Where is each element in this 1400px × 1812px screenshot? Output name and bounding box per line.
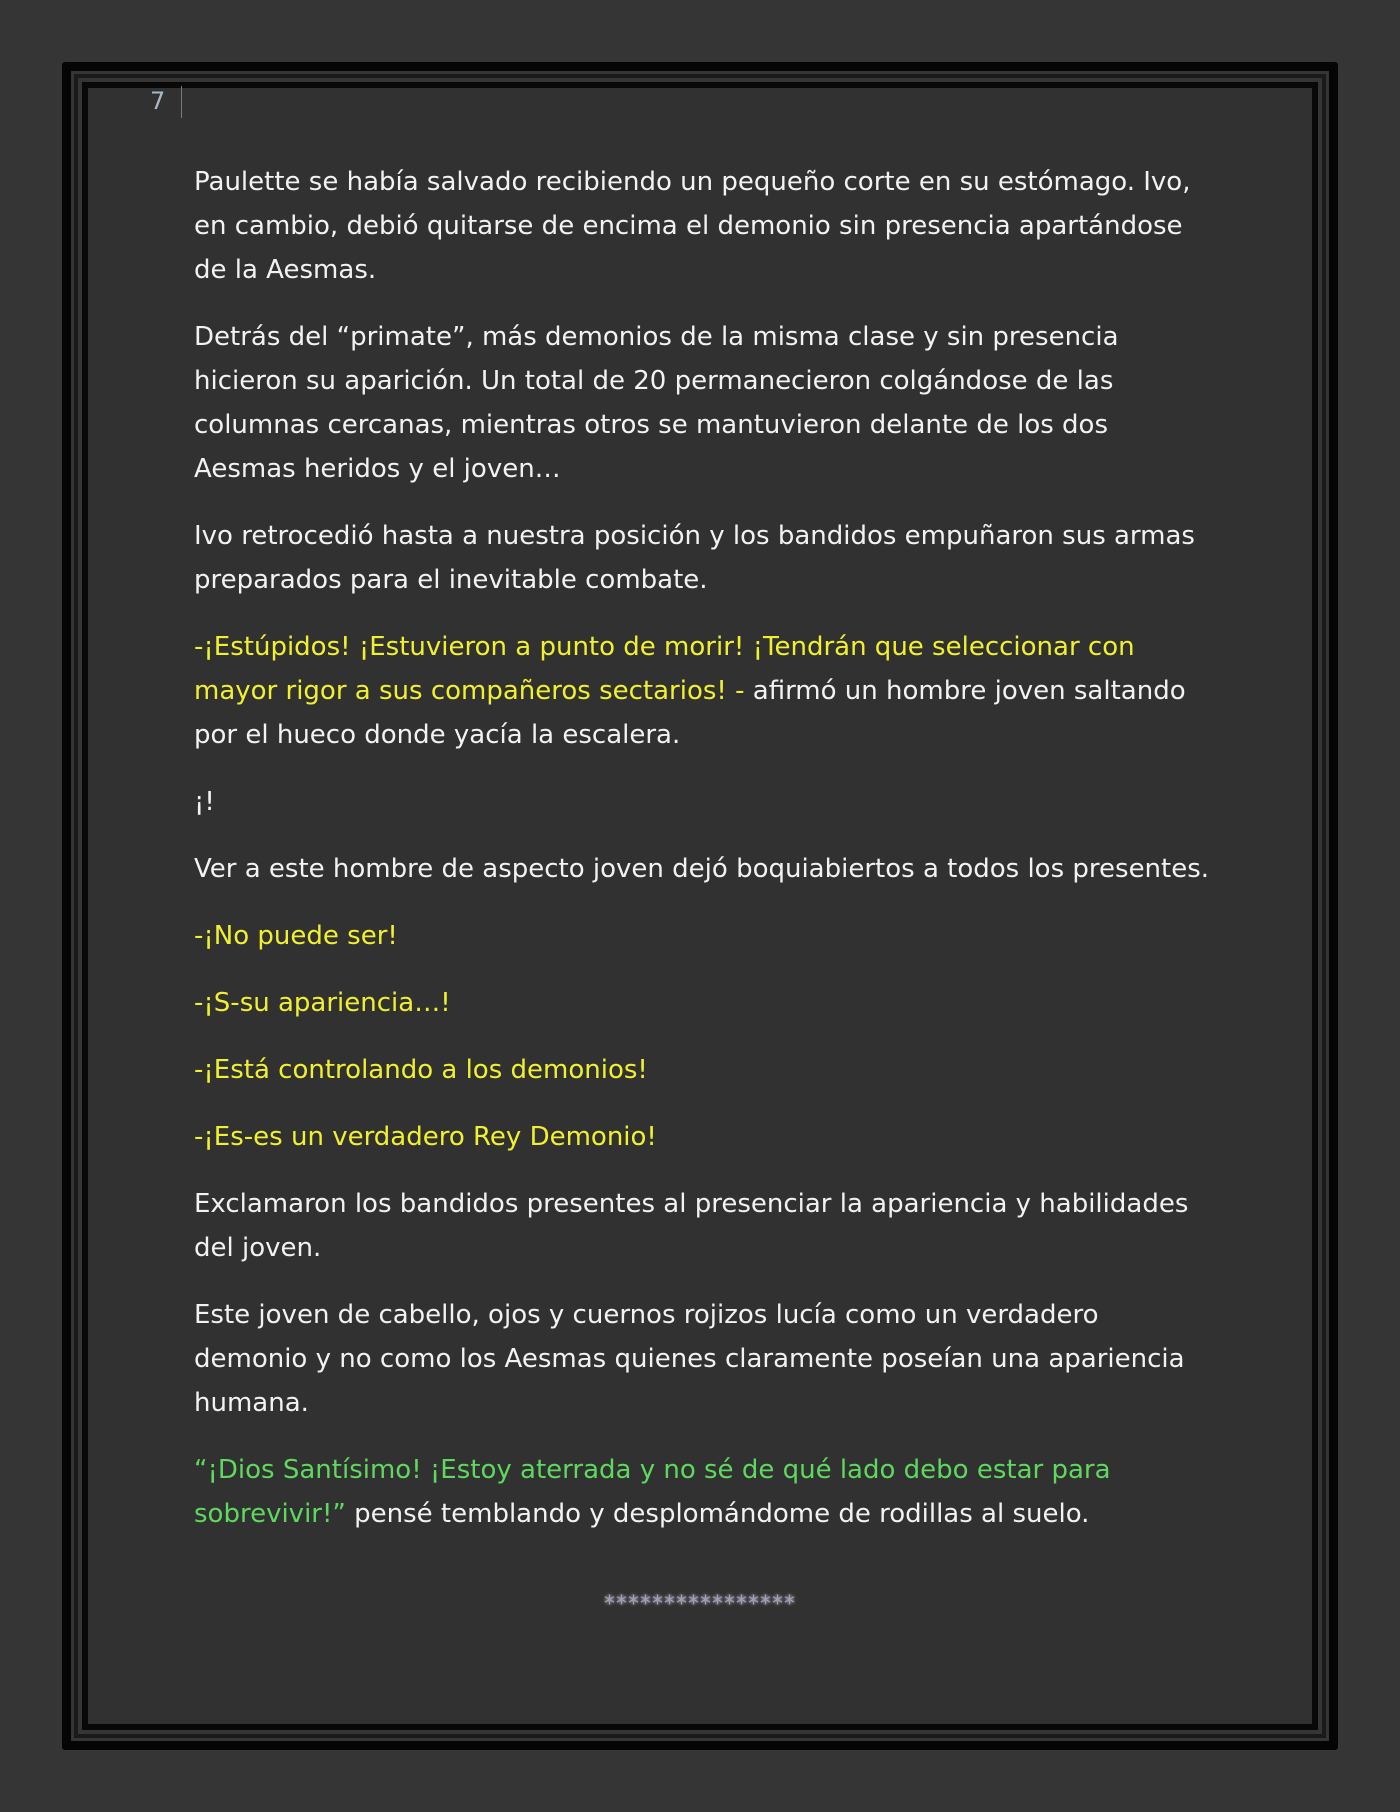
paragraph-dialog-mixed <box>194 625 1214 757</box>
page-number: 7 <box>150 87 166 115</box>
dialog-line: -¡S-su apariencia…! <box>194 988 451 1018</box>
paragraph: Ver a este hombre de aspecto joven dejó boquiabiertos a todos los presentes. <box>194 854 1210 884</box>
paragraph-thought-mixed <box>194 1448 1214 1536</box>
paragraph: Ivo retrocedió hasta a nuestra posición y los bandidos empuñaron sus armas preparados para el inevitable combate. <box>194 521 1195 595</box>
paragraph: Detrás del “primate”, más demonios de la misma clase y sin presencia hicieron su aparición. Un total de 20 permanecieron colgándose de las columnas cercanas, mientras otros se mantuvieron delante de los dos Aesmas heridos y el joven… <box>194 322 1119 484</box>
thought-text: “¡Dios Santísimo! ¡Estoy aterrada y no sé de qué lado debo estar para sobrevivir!” <box>194 1455 1111 1529</box>
document-body <box>194 160 1214 1559</box>
narration-text: pensé temblando y desplomándome de rodillas al suelo. <box>345 1499 1090 1529</box>
paragraph: Este joven de cabello, ojos y cuernos rojizos lucía como un verdadero demonio y no como los Aesmas quienes claramente poseían una apariencia humana. <box>194 1300 1185 1418</box>
paragraph: Exclamaron los bandidos presentes al presenciar la apariencia y habilidades del joven. <box>194 1189 1189 1263</box>
dialog-line: -¡Estúpidos! ¡Estuvieron a punto de morir! ¡Tendrán que seleccionar con mayor rigor a sus compañeros sectarios! - <box>194 632 1135 706</box>
scene-separator: **************** <box>604 1592 796 1617</box>
dialog-line: -¡Está controlando a los demonios! <box>194 1055 648 1085</box>
page-number-divider <box>181 86 182 118</box>
narration-text: afirmó un hombre joven saltando por el hueco donde yacía la escalera. <box>194 676 1186 750</box>
paragraph: ¡! <box>194 787 215 817</box>
paragraph: Paulette se había salvado recibiendo un pequeño corte en su estómago. Ivo, en cambio, debió quitarse de encima el demonio sin presencia apartándose de la Aesmas. <box>194 167 1191 285</box>
dialog-line: -¡No puede ser! <box>194 921 398 951</box>
dialog-line: -¡Es-es un verdadero Rey Demonio! <box>194 1122 657 1152</box>
